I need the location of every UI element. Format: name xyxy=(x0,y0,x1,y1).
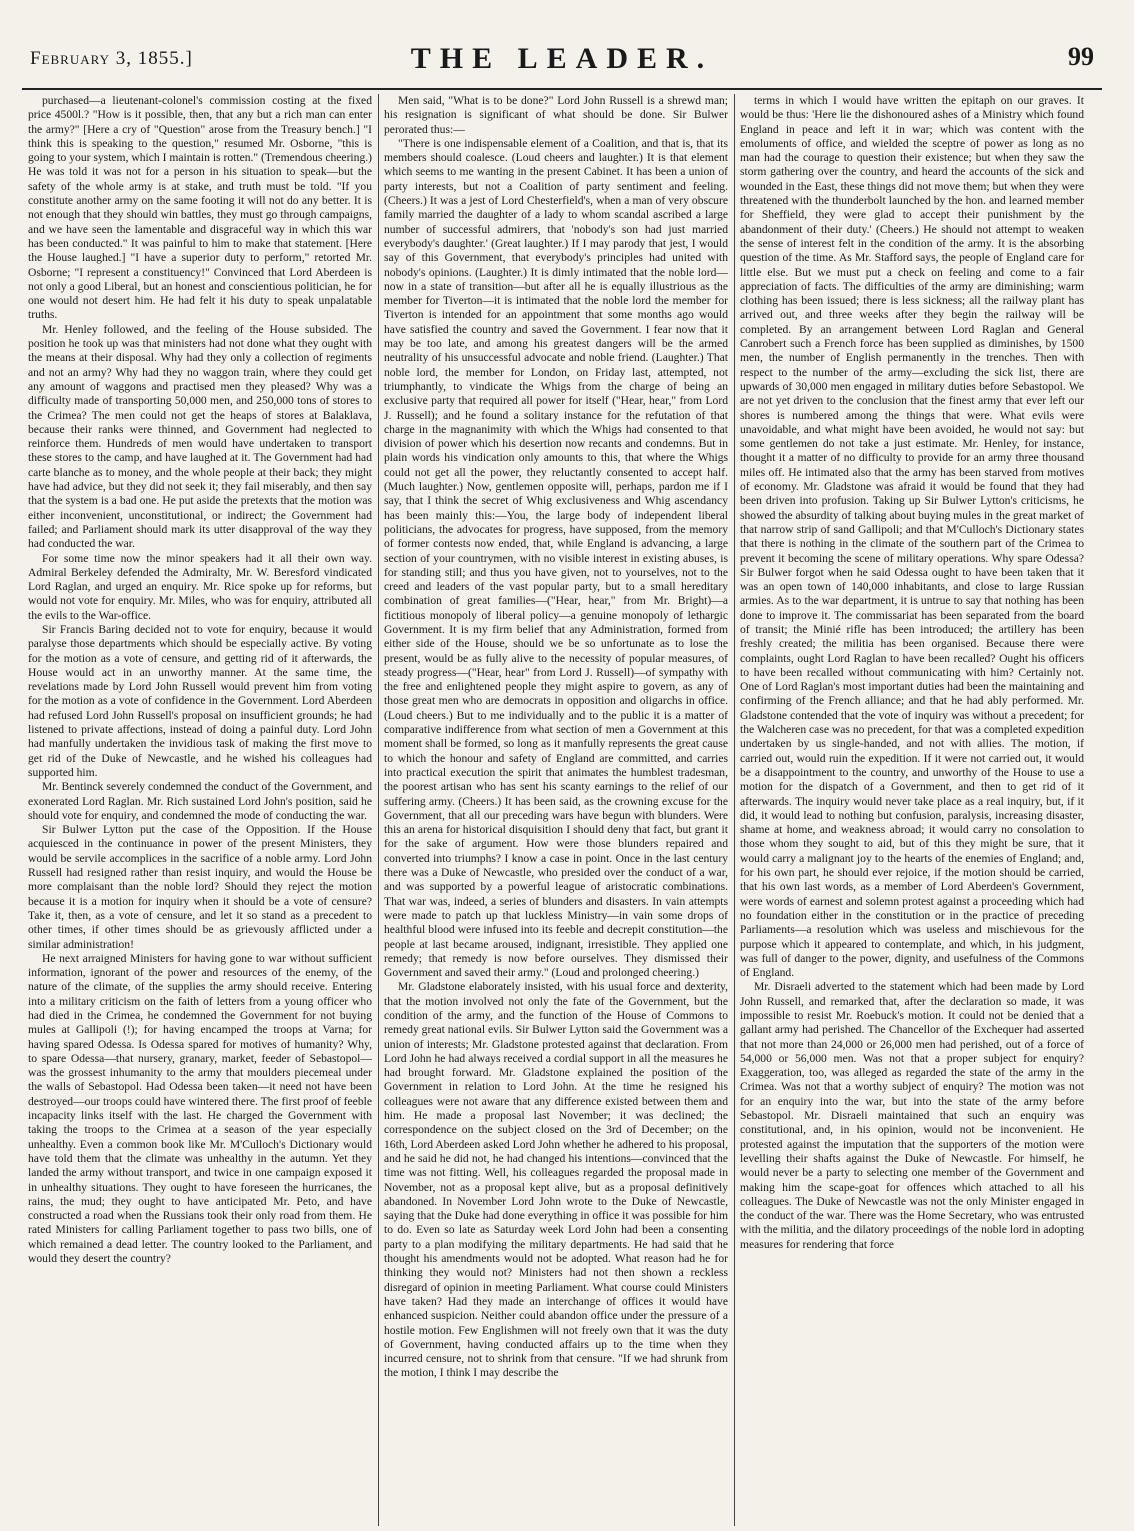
paragraph: terms in which I would have written the epitaph on our graves. It would be thus: 'Here lie the dishonoured ashes of a Ministry which found England in peace and left it in war; which was content with the emoluments of office, and wielded the sceptre of power as long as no man had the courage to question their existence; but when they saw the storm gathering over the country, and heard the accounts of the sick and wounded in the East, these things did not move them; but when they were threatened with the thunderbolt launched by the hon. and learned member for Sheffield, they were glad to accept their punishment by the abandonment of their duty.' (Cheers.) He should not attempt to weaken the sense of interest felt in the condition of the army. It is the absorbing question of the time. As Mr. Stafford says, the people of England care for little else. But we must put a check on feeling and come to a fair appreciation of facts. The difficulties of the army are diminishing; warm clothing has been issued; there is less sickness; all the railway plant has arrived out, and three weeks after they begin the railway will be completed. By an arrangement between Lord Raglan and General Canrobert such a French force has been supplied as diminishes, by 1500 men, the number of English permanently in the trenches. Then with respect to the number of the army—excluding the sick list, there are upwards of 30,000 men engaged in military duties before Sebastopol. We are not yet driven to the conclusion that the finest army that ever left our shores is numbered among the things that were. What evils were unavoidable, and what might have been avoided, he would not say: but some gentlemen do not take a just estimate. Mr. Henley, for instance, thought it a matter of no difficulty to provide for an army three thousand miles off. He intimated also that the army has been starved from motives of economy. Mr. Gladstone was afraid it would be found that they had been driven into profusion. Taking up Sir Bulwer Lytton's criticisms, he showed the absurdity of talking about buying mules in the great market of that narrow strip of sand Gallipoli; and that M'Culloch's Dictionary states that there is nothing in the climate of the southern part of the Crimea to prevent it becoming the scene of military operations. Why spare Odessa? Sir Bulwer forgot when he said Odessa ought to have been taken that it was an open town of 140,000 inhabitants, and close to large Russian armies. As to the war department, it is untrue to say that nothing has been done to improve it. The commissariat has been separated from the board of transit; the Minié rifle has been introduced; the artillery has been freshly created; the militia has been organised. Because there were complaints, ought Lord Raglan to have been recalled? Ought his officers to have been recalled without communicating with him? Certainly not. One of Lord Raglan's most important duties had been the maintaining and confirming of the French alliance; and that he had ably performed. Mr. Gladstone contended that the vote of inquiry was without a precedent; for the Walcheren case was no precedent, for that was a completed expedition undertaken by us single-handed, and not with allies. The motion, if carried out, would ruin the expedition. If it were not carried out, it would be a disappointment to the country, and unworthy of the House to use a motion for the dispatch of a Government, and then to get rid of it afterwards. The inquiry would never take place as a real inquiry, but, if it did, it would lead to nothing but confusion, paralysis, increasing disaster, shame at home, and weakness abroad; it would carry no consolation to those whom they sought to aid, but of this they might be sure, that it would carry a malignant joy to the hearts of the enemies of England; and, for his own part, he should ever rejoice, if the motion should be carried, that his own last words, as a member of Lord Aberdeen's Government, were words of earnest and solemn protest against a proceeding which had no foundation either in the constitution or in the practice of preceding Parliaments—a resolution which was useless and mischievous for the purpose which it appeared to contemplate, and which, in his judgment, was full of danger to the power, dignity, and usefulness of the Commons of England. xyxy=(740,94,1084,980)
column-right xyxy=(740,94,1084,1526)
header-rule xyxy=(22,88,1102,90)
paragraph: Mr. Gladstone elaborately insisted, with his usual force and dexterity, that the motion involved not only the fate of the Government, but the condition of the army, and the function of the House of Commons to remedy great national evils. Sir Bulwer Lytton said the Government was a union of interests; Mr. Gladstone protested against that declaration. From Lord John he had always received a cordial support in all the measures he had brought forward. Mr. Gladstone explained the position of the Government in relation to Lord John. At the time he resigned his colleagues were not aware that any difference existed between them and him. He made a proposal last November; it was declined; the correspondence on the subject closed on the 3rd of December; on the 16th, Lord Aberdeen asked Lord John whether he adhered to his proposal, and he said he did not, he had changed his intentions—convinced that the time was not fitting. Well, his colleagues regarded the proposal made in November, not as a proposal kept alive, but as a proposal definitively abandoned. In November Lord John wrote to the Duke of Newcastle, saying that the Duke had done everything in office it was possible for him to do. Even so late as Saturday week Lord John had been a consenting party to a plan modifying the military departments. He had said that he thought his amendments would not be adopted. What reason had he for thinking they would not? Ministers had not then shown a reckless disregard of opinion in meeting Parliament. What course could Ministers have taken? Had they made an interchange of offices it would have enhanced suspicion. Neither could abandon office under the pressure of a hostile motion. Few Englishmen will not freely own that it was the duty of Government, having conducted affairs up to the time when they incurred censure, not to shrink from that censure. "If we had shrunk from the motion, I think I may describe the xyxy=(384,980,728,1380)
paragraph: "There is one indispensable element of a Coalition, and that is, that its members should coalesce. (Loud cheers and laughter.) It is that element which seems to me wanting in the present Cabinet. It has been a union of party interests, but not a Coalition of party sentiment and feeling. (Cheers.) It was a jest of Lord Chesterfield's, when a man of very obscure family married the daughter of a lady to whom scandal ascribed a large number of successful admirers, that 'nobody's son had just married everybody's daughter.' (Great laughter.) If I may parody that jest, I would say of this Government, that everybody's principles had united with nobody's opinions. (Laughter.) It is dimly intimated that the noble lord—now in a state of transition—but after all he is equally illustrious as the member for Tiverton—it is intimated that the noble lord the member for Tiverton is intended for an appointment that some months ago would have satisfied the country and saved the Government. I fear now that it may be too late, and among his greatest dangers will be the armed neutrality of his unsuccessful advocate and noble friend. (Laughter.) That noble lord, the member for London, on Friday last, attempted, not triumphantly, to vindicate the Whigs from the charge of being an exclusive party that required all power for itself ("Hear, hear," from Lord J. Russell); and he found a solitary instance for the refutation of that charge in the magnanimity with which the Whigs had consented to that division of power which his desertion now recants and condemns. But in plain words his vindication only amounts to this, that where the Whigs could not get all the power, they reluctantly consented to accept half. (Much laughter.) Now, gentlemen opposite will, perhaps, pardon me if I say, that I think the secret of Whig exclusiveness and Whig ascendancy has been mainly this:—You, the large body of independent liberal politicians, the advocates for progress, have supposed, from the memory of former contests now ended, that, while England is advancing, a large section of your countrymen, with no visible interest in existing abuses, is for standing still; and thus you have given, not to yourselves, not to the creed and leaders of the vast popular party, but to a small hereditary combination of great families—("Hear, hear," from Mr. Bright)—a fictitious monopoly of liberal policy—a genuine monopoly of lethargic Government. It is my firm belief that any Administration, formed from either side of the House, should we be so unfortunate as to lose the present, would be as fully alive to the necessity of popular measures, of steady progress—("Hear, hear" from Lord J. Russell)—of sympathy with the free and enlightened people they might aspire to govern, as any of those great men who are democrats in opposition and oligarchs in office. (Loud cheers.) But to me individually and to the public it is a matter of comparative indifference from what section of men a Government at this moment shall be formed, so long as it manfully represents the great cause to which the honour and safety of England are committed, and carries into practical execution the spirit that animates the humblest tradesman, the poorest artisan who has sent his scanty earnings to the relief of our suffering army. (Cheers.) It has been said, as the crowning excuse for the Government, that all our preceding wars have begun with blunders. Were this an arena for historical disquisition I should deny that fact, but grant it for the sake of argument. How were those blunders repaired and converted into triumphs? I know a case in point. Once in the last century there was a Duke of Newcastle, who presided over the conduct of a war, and was supported by a powerful league of aristocratic combinations. That war was, indeed, a series of blunders and disasters. In vain attempts were made to patch up that luckless Ministry—in vain some drops of healthful blood were infused into its feeble and decrepit constitution—the people at last became aroused, indignant, irresistible. They applied one remedy; that remedy is now before ourselves. They dismissed their Government and saved their army." (Loud and prolonged cheering.) xyxy=(384,136,728,980)
paragraph: purchased—a lieutenant-colonel's commission costing at the fixed price 4500l.? "How is it possible, then, that any but a rich man can enter the army?" [Here a cry of "Question" arose from the Treasury bench.] "I think this is speaking to the question," resumed Mr. Osborne, "this is going to your system, which I maintain is rotten." (Tremendous cheering.) He was told it was not for a person in his situation to speak—but the safety of the whole army is at stake, and truth must be told. "If you constitute another army on the same footing it will not do any better. It is not enough that they should win battles, they must go through campaigns, and we have seen the lamentable and disgraceful way in which this war has been conducted." It was painful to him to make that statement. [Here the House laughed.] "I have a superior duty to perform," retorted Mr. Osborne; "I represent a constituency!" Convinced that Lord Aberdeen is not only a good Liberal, but an honest and conscientious politician, he for one would not desert him. He had felt it his duty to speak unpalatable truths. xyxy=(28,94,372,322)
newspaper-title: THE LEADER. xyxy=(410,42,714,75)
column-divider xyxy=(378,94,379,1526)
paragraph: He next arraigned Ministers for having gone to war without sufficient information, ignorant of the power and resources of the enemy, of the nature of the climate, of the supplies the army should receive. Entering into a military criticism on the faith of letters from a young officer who had died in the Crimea, he condemned the Government for not buying mules at Gallipoli (!); for having encamped the troops at Varna; for having spared Odessa. Is Odessa spared for motives of humanity? Why, to spare Odessa—that nursery, granary, market, feeder of Sebastopol—was the grossest inhumanity to the army that moulders piecemeal under the walls of Sebastopol. Had Odessa been taken—it need not have been destroyed—our troops could have wintered there. The first proof of feeble incapacity links itself with the last. He charged the Government with taking the troops to the Crimea at a season of the year especially unhealthy. Even a common book like Mr. M'Culloch's Dictionary would have told them that the climate was unhealthy in the autumn. Yet they landed the army without transport, and twice in one campaign exposed it in unhealthy situations. They ought to have foreseen the hurricanes, the rains, the mud; they ought to have anticipated Mr. Peto, and have constructed a road when the Russians took their only road from them. He rated Ministers for calling Parliament together to pass two bills, one of which remained a dead letter. The country looked to the Parliament, and would they desert the country? xyxy=(28,951,372,1266)
paragraph: Mr. Disraeli adverted to the statement which had been made by Lord John Russell, and remarked that, after the declaration so made, it was impossible to resist Mr. Roebuck's motion. It could not be denied that a gallant army had perished. The Chancellor of the Exchequer had asserted that not more than 24,000 or 26,000 men had perished, out of a force of 54,000 or 56,000 men. Was not that a proper subject for enquiry? Exaggeration, too, was alleged as regarded the state of the army in the Crimea. Was not that a worthy subject of enquiry? The motion was not for an enquiry into the war, but into the state of the army before Sebastopol. Mr. Disraeli maintained that such an enquiry was constitutional, and, in his opinion, would not be inconvenient. He protested against the imputation that the supporters of the motion were levelling their shafts against the Duke of Newcastle. For himself, he would never be a party to selecting one member of the Government and making him the scape-goat for offences which attached to all his colleagues. The Duke of Newcastle was not the only Minister engaged in the conduct of the war. There was the Home Secretary, who was entrusted with the militia, and the dilatory proceedings of the noble lord in adopting measures for rendering that force xyxy=(740,980,1084,1251)
issue-date: February 3, 1855.] xyxy=(30,48,193,69)
paragraph: Men said, "What is to be done?" Lord John Russell is a shrewd man; his resignation is significant of what should be done. Sir Bulwer perorated thus:— xyxy=(384,94,728,136)
paragraph: Sir Bulwer Lytton put the case of the Opposition. If the House acquiesced in the continuance in power of the present Ministers, they would be servile accomplices in the sacrifice of a noble army. Lord John Russell had resigned rather than resist inquiry, and would the House be more complaisant than the noble lord? Should they reject the motion because it is a motion for inquiry when it should be a vote of censure? Take it, then, as a vote of censure, and let it so stand as a precedent to other times, if other times should be as grievously afflicted under a similar administration! xyxy=(28,823,372,951)
page-number: 99 xyxy=(1068,42,1094,71)
paragraph: Mr. Bentinck severely condemned the conduct of the Government, and exonerated Lord Raglan. Mr. Rich sustained Lord John's position, said he should vote for enquiry, and condemned the mode of conducting the war. xyxy=(28,780,372,822)
column-divider xyxy=(734,94,735,1526)
masthead xyxy=(22,28,1102,84)
paragraph: For some time now the minor speakers had it all their own way. Admiral Berkeley defended the Admiralty, Mr. W. Beresford vindicated Lord Raglan, and urged an enquiry. Mr. Rice spoke up for reforms, but would not vote for enquiry. Mr. Miles, who was for enquiry, attributed all the evils to the War-office. xyxy=(28,551,372,622)
column-left xyxy=(28,94,372,1526)
column-middle xyxy=(384,94,728,1526)
paragraph: Mr. Henley followed, and the feeling of the House subsided. The position he took up was that ministers had not done what they ought with the means at their disposal. Why had they only a collection of regiments and not an army? Why had they no waggon train, where they could get any amount of waggons and practised men they pleased? Why was a difficulty made of transporting 50,000 men, and 250,000 tons of stores to the Crimea? The men could not get the heaps of stores at Balaklava, because their ranks were thinned, and Government had neglected to reinforce them. Hundreds of men would have undertaken to transport these stores to the camp, and have laughed at it. The Government had had carte blanche as to money, and the whole people at their back; they might have had advice, but they did not seek it; they fail miserably, and then say that the system is a bad one. He put aside the pretexts that the motion was either inconvenient, unconstitutional, or indirect; the Government had failed; and Parliament should mark its utter disapproval of the way they had conducted the war. xyxy=(28,322,372,551)
paragraph: Sir Francis Baring decided not to vote for enquiry, because it would paralyse those departments which should be especially active. By voting for the motion as a vote of censure, and getting rid of it afterwards, the House would act in an unworthy manner. At the same time, the revelations made by Lord John Russell would prevent him from voting for the motion as a vote of confidence in the Government. Lord Aberdeen had refused Lord John Russell's proposal on insufficient grounds; he had listened to private affections, instead of doing a painful duty. Lord John had manfully undertaken the invidious task of making the first move to get rid of the Duke of Newcastle, and he wished his colleagues had supported him. xyxy=(28,622,372,779)
